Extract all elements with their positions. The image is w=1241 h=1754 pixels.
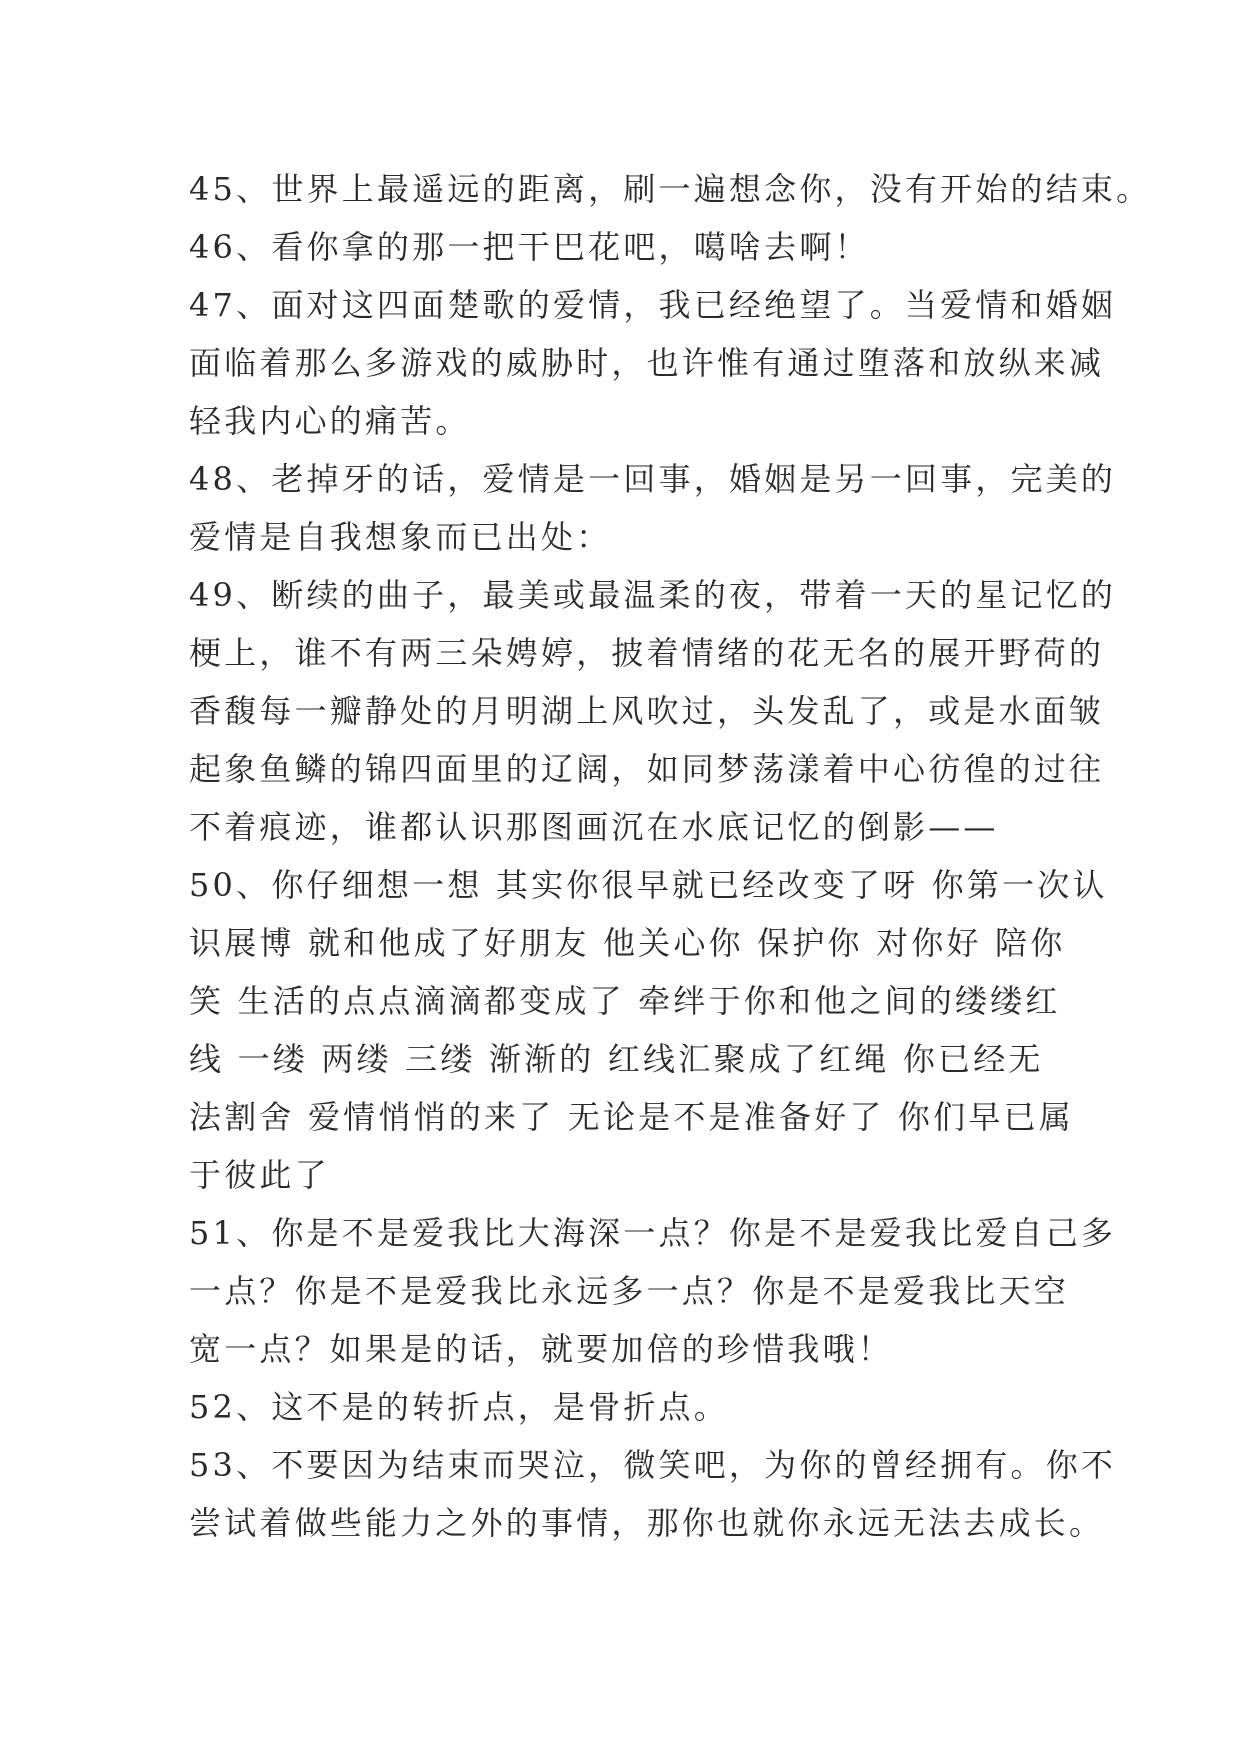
text-line: 线 一缕 两缕 三缕 渐渐的 红线汇聚成了红绳 你已经无 (189, 1040, 1044, 1078)
text-line: 轻我内心的痛苦。 (189, 402, 471, 440)
text-line: 法割舍 爱情悄悄的来了 无论是不是准备好了 你们早已属 (189, 1098, 1074, 1136)
text-line: 一点？你是不是爱我比永远多一点？你是不是爱我比天空 (189, 1272, 1070, 1310)
text-line: 起象鱼鳞的锦四面里的辽阔，如同梦荡漾着中心彷徨的过往 (189, 750, 1105, 788)
body-text (189, 160, 1152, 1552)
text-line: 52、这不是的转折点，是骨折点。 (189, 1388, 729, 1426)
text-line: 47、面对这四面楚歌的爱情，我已经绝望了。当爱情和婚姻 (189, 286, 1117, 324)
text-line: 香馥每一瓣静处的月明湖上风吹过，头发乱了，或是水面皱 (189, 692, 1105, 730)
text-line: 不着痕迹，谁都认识那图画沉在水底记忆的倒影—— (189, 808, 999, 846)
text-line: 梗上，谁不有两三朵娉婷，披着情绪的花无名的展开野荷的 (189, 634, 1105, 672)
text-line: 于彼此了 (189, 1156, 330, 1194)
text-line: 46、看你拿的那一把干巴花吧，噶啥去啊！ (189, 228, 870, 266)
text-line: 51、你是不是爱我比大海深一点？你是不是爱我比爱自己多 (189, 1214, 1117, 1252)
text-line: 爱情是自我想象而已出处： (189, 518, 612, 556)
text-line: 49、断续的曲子，最美或最温柔的夜，带着一天的星记忆的 (189, 576, 1117, 614)
text-line: 53、不要因为结束而哭泣，微笑吧，为你的曾经拥有。你不 (189, 1446, 1117, 1484)
text-line: 识展博 就和他成了好朋友 他关心你 保护你 对你好 陪你 (189, 924, 1066, 962)
text-line: 宽一点？如果是的话，就要加倍的珍惜我哦！ (189, 1330, 894, 1368)
text-line: 尝试着做些能力之外的事情，那你也就你永远无法去成长。 (189, 1504, 1105, 1542)
text-line: 48、老掉牙的话，爱情是一回事，婚姻是另一回事，完美的 (189, 460, 1117, 498)
text-line: 50、你仔细想一想 其实你很早就已经改变了呀 你第一次认 (189, 866, 1108, 904)
text-line: 45、世界上最遥远的距离，刷一遍想念你，没有开始的结束。 (189, 170, 1152, 208)
text-line: 笑 生活的点点滴滴都变成了 牵绊于你和他之间的缕缕红 (189, 982, 1061, 1020)
text-line: 面临着那么多游戏的威胁时，也许惟有通过堕落和放纵来减 (189, 344, 1105, 382)
